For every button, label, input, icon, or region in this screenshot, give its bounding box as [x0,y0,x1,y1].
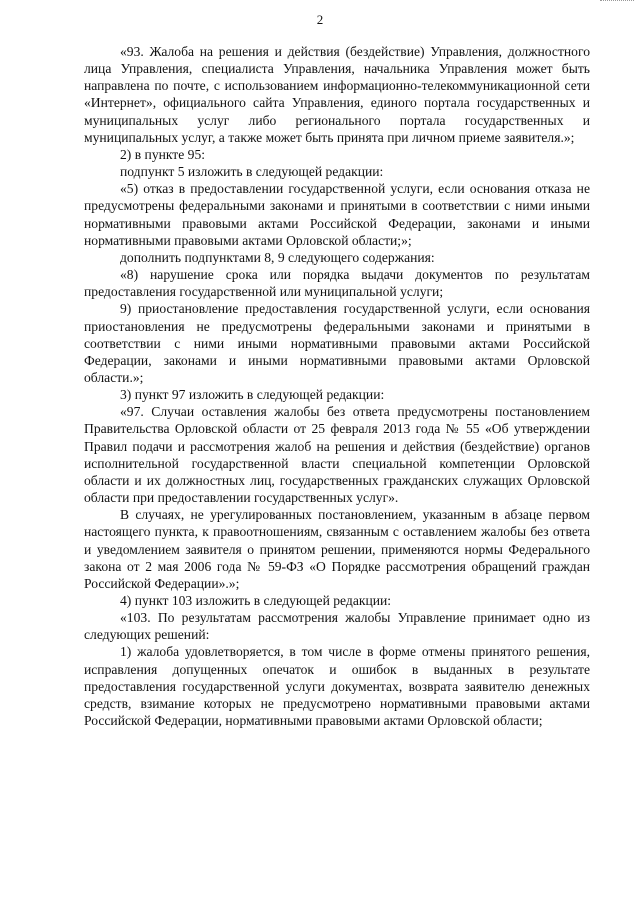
paragraph-item-4: 4) пункт 103 изложить в следующей редакции: [120,593,392,608]
paragraph-97: «97. Случаи оставления жалобы без ответа предусмотрены постановлением Правительства Орловской области от 25 февраля 2013 года № 55 «Об утверждении Правил подачи и рассмотрения жалоб на решения и действия (бездействие) органов исполнительной государственной власти специальной компетенции Орловской области и их должностных лиц, государственных гражданских служащих Орловской области при предоставлении государственных услуг». [84,404,590,506]
paragraph-add-subitems: дополнить подпунктами 8, 9 следующего содержания: [120,249,435,265]
paragraph-97-second: В случаях, не урегулированных постановлением, указанным в абзаце первом настоящего пункта, к правоотношениям, связанным с оставлением жалобы без ответа и уведомлением заявителя о принятом решении, применяются нормы Федерального закона от 2 мая 2006 года № 59-ФЗ «О Порядке рассмотрения обращений граждан Российской Федерации».»; [84,507,590,591]
paragraph-subitem-5-intro: подпункт 5 изложить в следующей редакции: [120,164,384,180]
paragraph-item-3: 3) пункт 97 изложить в следующей редакции: [120,387,385,403]
paragraph-103-decision-1: 1) жалоба удовлетворяется, в том числе в форме отмены принятого решения, исправления допущенных опечаток и ошибок в выданных в результате предоставления государственной услуги документах, возврата заявителю денежных средств, взимание которых не предусмотрено нормативными правовыми актами Российской Федерации, нормативными правовыми актами Орловской области; [84,644,590,729]
paragraph-item-2: 2) в пункте 95: [120,146,206,162]
document-body [84,43,590,729]
scan-corner-mark [600,0,634,7]
paragraph-subitem-9: 9) приостановление предоставления государственной услуги, если основания приостановления не предусмотрены федеральными законами и принятыми в соответствии с ними иными нормативными правовыми актами Российской Федерации, законами и иными нормативными правовыми актами Орловской области.»; [84,301,590,385]
paragraph-93: «93. Жалоба на решения и действия (бездействие) Управления, должностного лица Управления, специалиста Управления, начальника Управления может быть направлена по почте, с использованием информационно-телекоммуникационной сети «Интернет», официального сайта Управления, единого портала государственных и муниципальных услуг либо регионального портала государственных и муниципальных услуг, а также может быть принята при личном приеме заявителя.»; [84,44,590,145]
page-number: 2 [316,12,324,27]
paragraph-103: «103. По результатам рассмотрения жалобы Управление принимает одно из следующих решений: [84,610,590,643]
paragraph-subitem-5: «5) отказ в предоставлении государственной услуги, если основания отказа не предусмотрены федеральными законами и принятыми в соответствии с ними иными нормативными правовыми актами Российской Федерации, законами и иными нормативными правовыми актами Орловской области;»; [84,181,590,248]
paragraph-subitem-8: «8) нарушение срока или порядка выдачи документов по результатам предоставления государственной или муниципальной услуги; [84,267,590,300]
